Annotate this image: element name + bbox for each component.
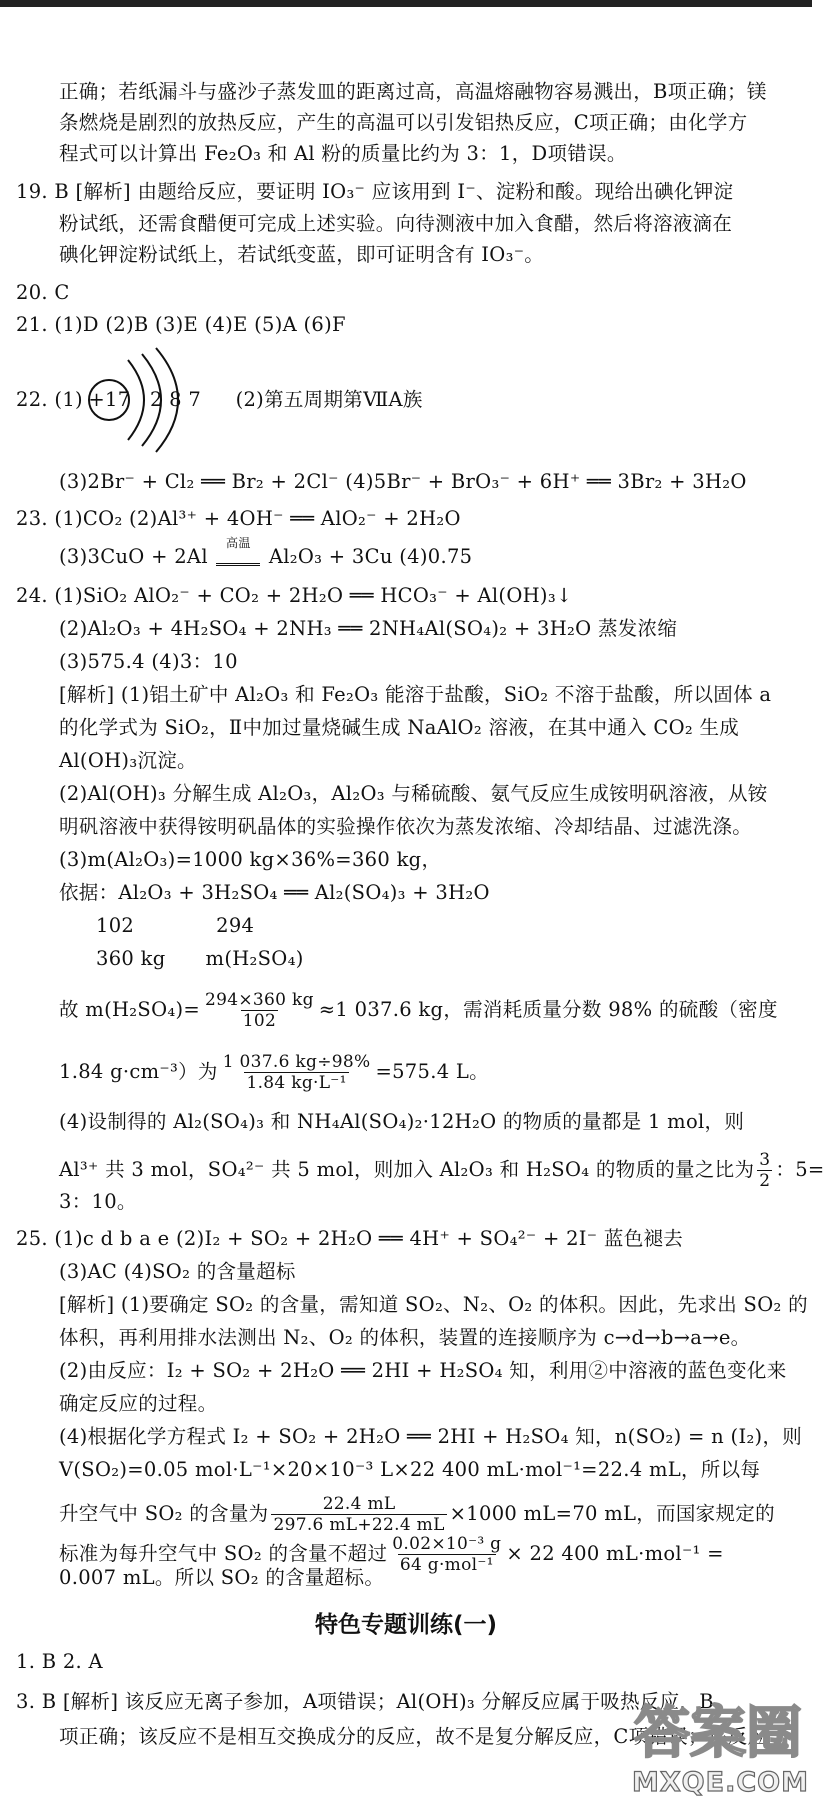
question-22	[16, 388, 423, 412]
nucleus-charge: +17	[88, 388, 131, 411]
question-25: 25. (1)c d b a e (2)I₂ + SO₂ + 2H₂O ══ 4H⁺ + SO₄²⁻ + 2I⁻ 蓝色褪去	[16, 1227, 684, 1250]
fraction	[390, 1534, 503, 1575]
denominator: 64 g·mol⁻¹	[399, 1555, 494, 1575]
text-line: 0.007 mL。所以 SO₂ 的含量超标。	[59, 1566, 385, 1589]
text-line: 条燃烧是剧烈的放热反应，产生的高温可以引发铝热反应，C项正确；由化学方	[59, 111, 748, 134]
text-line: 3：10。	[59, 1190, 137, 1213]
stoichiometry-row	[96, 947, 304, 971]
watermark-url: MXQE.COM	[632, 1767, 809, 1798]
formula-prefix: 标准为每升空气中 SO₂ 的含量不超过	[59, 1542, 388, 1565]
text-line: 程式可以计算出 Fe₂O₃ 和 Al 粉的质量比约为 3：1，D项错误。	[59, 142, 627, 165]
formula-prefix: 故 m(H₂SO₄)=	[59, 998, 201, 1021]
text-line: (3)AC (4)SO₂ 的含量超标	[59, 1260, 296, 1283]
text-line: 项正确；该反应不是相互交换成分的反应，故不是复分解反应，C项错误；该反应	[59, 1725, 768, 1748]
text-line: (3)2Br⁻ + Cl₂ ══ Br₂ + 2Cl⁻ (4)5Br⁻ + BrO₃⁻ + 6H⁺ ══ 3Br₂ + 3H₂O	[59, 470, 747, 493]
mass-al2o3: 360 kg	[96, 947, 166, 970]
electron-shells: 2 8 7	[149, 388, 202, 411]
numerator: 22.4 mL	[322, 1494, 396, 1514]
question-3: 3. B [解析] 该反应无离子参加，A项错误；Al(OH)₃ 分解反应属于吸热反应，B	[16, 1690, 714, 1713]
text-line: (2)Al(OH)₃ 分解生成 Al₂O₃，Al₂O₃ 与稀硫酸、氨气反应生成铵明矾溶液，从铵	[59, 782, 768, 805]
watermark-logo	[632, 1701, 809, 1798]
formula-suffix: =575.4 L。	[375, 1060, 489, 1083]
q22-prefix: 22. (1)	[16, 388, 83, 411]
text-line: [解析] (1)要确定 SO₂ 的含量，需知道 SO₂、N₂、O₂ 的体积。因此，先求出 SO₂ 的	[59, 1293, 808, 1316]
text-line: (3)m(Al₂O₃)=1000 kg×36%=360 kg，	[59, 848, 442, 871]
text-line	[59, 1052, 489, 1093]
denominator: 2	[759, 1171, 771, 1191]
answer-1-2: 1. B 2. A	[16, 1650, 103, 1673]
text-line: (3)575.4 (4)3：10	[59, 650, 238, 673]
formula-prefix: 1.84 g·cm⁻³）为	[59, 1060, 218, 1083]
text-line: Al(OH)₃沉淀。	[59, 749, 197, 772]
fraction	[221, 1052, 373, 1093]
text-line: 确定反应的过程。	[59, 1392, 218, 1415]
text-line: [解析] (1)铝土矿中 Al₂O₃ 和 Fe₂O₃ 能溶于盐酸，SiO₂ 不溶于盐酸，所以固体 a	[59, 683, 772, 706]
equation-right: Al₂O₃ + 3Cu (4)0.75	[268, 545, 473, 568]
fraction	[757, 1150, 772, 1191]
text-line	[59, 536, 473, 569]
denominator: 1.84 kg·L⁻¹	[246, 1073, 347, 1093]
numerator: 0.02×10⁻³ g	[392, 1534, 502, 1554]
numerator: 3	[759, 1150, 771, 1170]
numerator: 1 037.6 kg÷98%	[222, 1052, 371, 1072]
watermark-top: 答案圈	[634, 1701, 802, 1766]
fraction	[271, 1494, 446, 1535]
formula-prefix: Al³⁺ 共 3 mol，SO₄²⁻ 共 5 mol，则加入 Al₂O₃ 和 H₂SO₄ 的物质的量之比为	[59, 1158, 755, 1181]
numerator: 294×360 kg	[205, 990, 314, 1010]
mass-h2so4: m(H₂SO₄)	[205, 947, 304, 970]
stoichiometry-row	[96, 914, 254, 938]
text-line: (4)根据化学方程式 I₂ + SO₂ + 2H₂O ══ 2HI + H₂SO₄ 知，n(SO₂) = n (I₂)，则	[59, 1425, 803, 1448]
text-line: 正确；若纸漏斗与盛沙子蒸发皿的距离过高，高温熔融物容易溅出，B项正确；镁	[59, 80, 767, 103]
question-24: 24. (1)SiO₂ AlO₂⁻ + CO₂ + 2H₂O ══ HCO₃⁻ + Al(OH)₃↓	[16, 584, 573, 607]
text-line: 明矾溶液中获得铵明矾晶体的实验操作依次为蒸发浓缩、冷却结晶、过滤洗涤。	[59, 815, 753, 838]
text-line: (2)由反应：I₂ + SO₂ + 2H₂O ══ 2HI + H₂SO₄ 知，利用②中溶液的蓝色变化来	[59, 1359, 787, 1382]
question-20: 20. C	[16, 281, 70, 304]
text-line	[59, 1150, 825, 1191]
text-line	[59, 1494, 775, 1535]
denominator: 102	[242, 1011, 277, 1031]
fraction	[203, 990, 316, 1031]
text-line: 粉试纸，还需食醋便可完成上述实验。向待测液中加入食醋，然后将溶液滴在	[59, 212, 733, 235]
text-line: (4)设制得的 Al₂(SO₄)₃ 和 NH₄Al(SO₄)₂·12H₂O 的物质的量都是 1 mol，则	[59, 1110, 745, 1133]
reaction-condition	[216, 536, 260, 566]
equation-left: (3)3CuO + 2Al	[59, 545, 208, 568]
formula-suffix: ：5=	[775, 1158, 825, 1181]
formula-prefix: 升空气中 SO₂ 的含量为	[59, 1502, 269, 1525]
section-heading: 特色专题训练(一)	[314, 1612, 498, 1638]
text-line: V(SO₂)=0.05 mol·L⁻¹×20×10⁻³ L×22 400 mL·mol⁻¹=22.4 mL，所以每	[59, 1458, 761, 1481]
question-21: 21. (1)D (2)B (3)E (4)E (5)A (6)F	[16, 313, 346, 336]
denominator: 297.6 mL+22.4 mL	[273, 1515, 445, 1535]
formula-suffix: × 22 400 mL·mol⁻¹ =	[506, 1542, 724, 1565]
molar-mass-h2so4: 294	[216, 914, 255, 937]
text-line: 体积，再利用排水法测出 N₂、O₂ 的体积，装置的连接顺序为 c→d→b→a→e。	[59, 1326, 751, 1349]
formula-suffix: ×1000 mL=70 mL，而国家规定的	[449, 1502, 775, 1525]
condition-label: 高温	[226, 536, 251, 550]
molar-mass-al2o3: 102	[96, 914, 135, 937]
q22-part2: (2)第五周期第ⅦA族	[235, 388, 423, 411]
text-line: 碘化钾淀粉试纸上，若试纸变蓝，即可证明含有 IO₃⁻。	[59, 243, 545, 266]
question-23: 23. (1)CO₂ (2)Al³⁺ + 4OH⁻ ══ AlO₂⁻ + 2H₂O	[16, 507, 461, 530]
question-19: 19. B [解析] 由题给反应，要证明 IO₃⁻ 应该用到 I⁻、淀粉和酸。现给出碘化钾淀	[16, 180, 734, 203]
text-line: 依据：Al₂O₃ + 3H₂SO₄ ══ Al₂(SO₄)₃ + 3H₂O	[59, 881, 490, 904]
text-line: 的化学式为 SiO₂，Ⅱ中加过量烧碱生成 NaAlO₂ 溶液，在其中通入 CO₂ 生成	[59, 716, 740, 739]
formula-suffix: ≈1 037.6 kg，需消耗质量分数 98% 的硫酸（密度	[318, 998, 778, 1021]
text-line: (2)Al₂O₃ + 4H₂SO₄ + 2NH₃ ══ 2NH₄Al(SO₄)₂ + 3H₂O 蒸发浓缩	[59, 617, 678, 640]
text-line	[59, 990, 778, 1031]
